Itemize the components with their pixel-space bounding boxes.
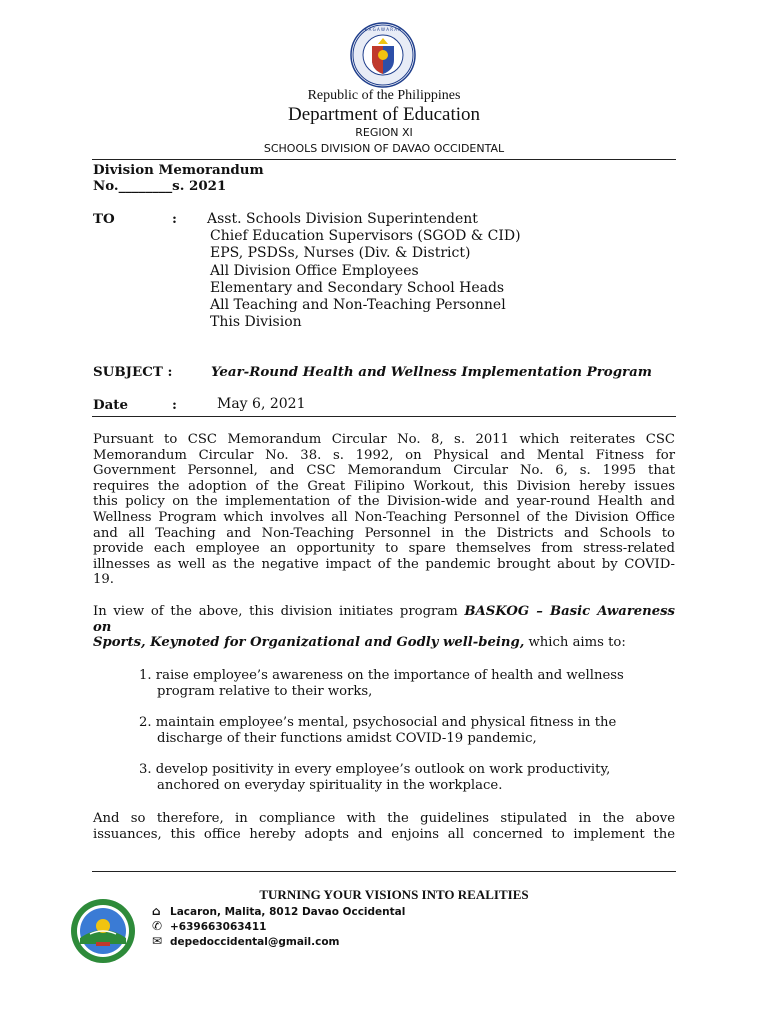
list-item [139, 715, 624, 747]
division-seal-logo [70, 898, 136, 964]
paragraph-line: Government Personnel, and CSC Memorandum Circular No. 6, s. 1995 that [93, 463, 675, 479]
phone-icon: ✆ [152, 919, 163, 933]
date-label: Date [93, 397, 128, 413]
paragraph-line: provide each employee an opportunity to spare themselves from stress-related [93, 541, 675, 557]
subject-divider [92, 416, 676, 417]
list-text: program relative to their works, [157, 684, 373, 699]
program-aims: which aims to: [524, 635, 626, 651]
list-text: anchored on everyday spirituality in the workplace. [157, 778, 503, 793]
recipient-item: Asst. Schools Division Superintendent [207, 211, 478, 227]
header-divider [92, 159, 676, 160]
paragraph-line: issuances, this office hereby adopts and enjoins all concerned to implement the [93, 826, 675, 842]
list-item [139, 668, 624, 700]
deped-seal-logo [350, 22, 416, 88]
recipient-item: Chief Education Supervisors (SGOD & CID) [210, 228, 521, 245]
paragraph-intro [93, 432, 675, 588]
list-number: 1. [139, 668, 152, 683]
paragraph-compliance [93, 811, 675, 842]
paragraph-line: Wellness Program which involves all Non-Teaching Personnel of the Division Office [93, 509, 675, 525]
recipient-item: Elementary and Secondary School Heads [210, 279, 505, 296]
list-text: raise employee’s awareness on the importance of health and wellness [155, 668, 624, 683]
memo-number: No.________s. 2021 [93, 178, 227, 194]
recipient-item: All Division Office Employees [210, 262, 419, 279]
paragraph-line: Pursuant to CSC Memorandum Circular No. 8, s. 2011 which reiterates CSC [93, 432, 675, 447]
paragraph-line: this policy on the implementation of the Division-wide and year-round Health and [93, 494, 675, 510]
header-department: Department of Education [287, 104, 481, 125]
list-text: maintain employee’s mental, psychosocial and physical fitness in the [155, 715, 617, 730]
envelope-icon: ✉ [152, 934, 163, 948]
footer-phone [152, 919, 266, 933]
list-text: develop positivity in every employee’s outlook on work productivity, [155, 762, 611, 777]
email-text: depedoccidental@gmail.com [170, 936, 340, 948]
header-division: SCHOOLS DIVISION OF DAVAO OCCIDENTAL [263, 142, 505, 155]
program-line-1 [93, 604, 675, 620]
header-republic: Republic of the Philippines [307, 88, 461, 103]
phone-text: +639663063411 [170, 921, 267, 933]
paragraph-line: requires the adoption of the Great Filipino Workout, this Division hereby issues [93, 478, 675, 494]
program-name-cont: on [93, 619, 112, 635]
list-number: 2. [139, 715, 152, 730]
program-name: BASKOG – Basic Awareness [464, 604, 675, 619]
address-text: Lacaron, Malita, 8012 Davao Occidental [170, 906, 406, 918]
recipient-item: EPS, PSDSs, Nurses (Div. & District) [210, 245, 471, 262]
recipient-item: This Division [210, 314, 302, 331]
paragraph-line: And so therefore, in compliance with the guidelines stipulated in the above [93, 811, 675, 826]
footer-email [152, 934, 339, 948]
list-text: discharge of their functions amidst COVID-19 pandemic, [157, 731, 537, 746]
footer-tagline: TURNING YOUR VISIONS INTO REALITIES [259, 887, 529, 902]
list-number: 3. [139, 762, 152, 777]
paragraph-line: illnesses as well as the negative impact of the pandemic brought about by COVID- [93, 556, 675, 572]
paragraph-line: and all Teaching and Non-Teaching Personnel in the Districts and Schools to [93, 525, 675, 541]
to-colon: : [172, 211, 177, 227]
home-icon: ⌂ [152, 904, 161, 918]
subject-text: Year-Round Health and Wellness Implementation Program [211, 364, 652, 380]
program-name-rest: Sports, Keynoted for Organizational and Godly well-being, [93, 635, 525, 651]
aims-list [139, 668, 624, 794]
footer-divider [92, 871, 676, 872]
subject-label: SUBJECT : [93, 364, 173, 380]
recipient-list [207, 211, 521, 331]
program-line-3 [93, 635, 675, 651]
date-colon: : [172, 397, 177, 413]
to-label: TO [93, 211, 115, 227]
footer-address [152, 904, 405, 918]
recipient-item: All Teaching and Non-Teaching Personnel [210, 297, 506, 314]
date-value: May 6, 2021 [217, 396, 306, 412]
program-intro: In view of the above, this division initiates program [93, 604, 465, 619]
list-item [139, 762, 624, 794]
paragraph-line: 19. [93, 572, 114, 588]
paragraph-line: Memorandum Circular No. 38. s. 1992, on Physical and Mental Fitness for [93, 447, 675, 463]
paragraph-program [93, 604, 675, 651]
svg-text:K A G A W A R A N: K A G A W A R A N [364, 27, 402, 32]
memo-type: Division Memorandum [93, 162, 264, 178]
header-region: REGION XI [355, 126, 413, 139]
